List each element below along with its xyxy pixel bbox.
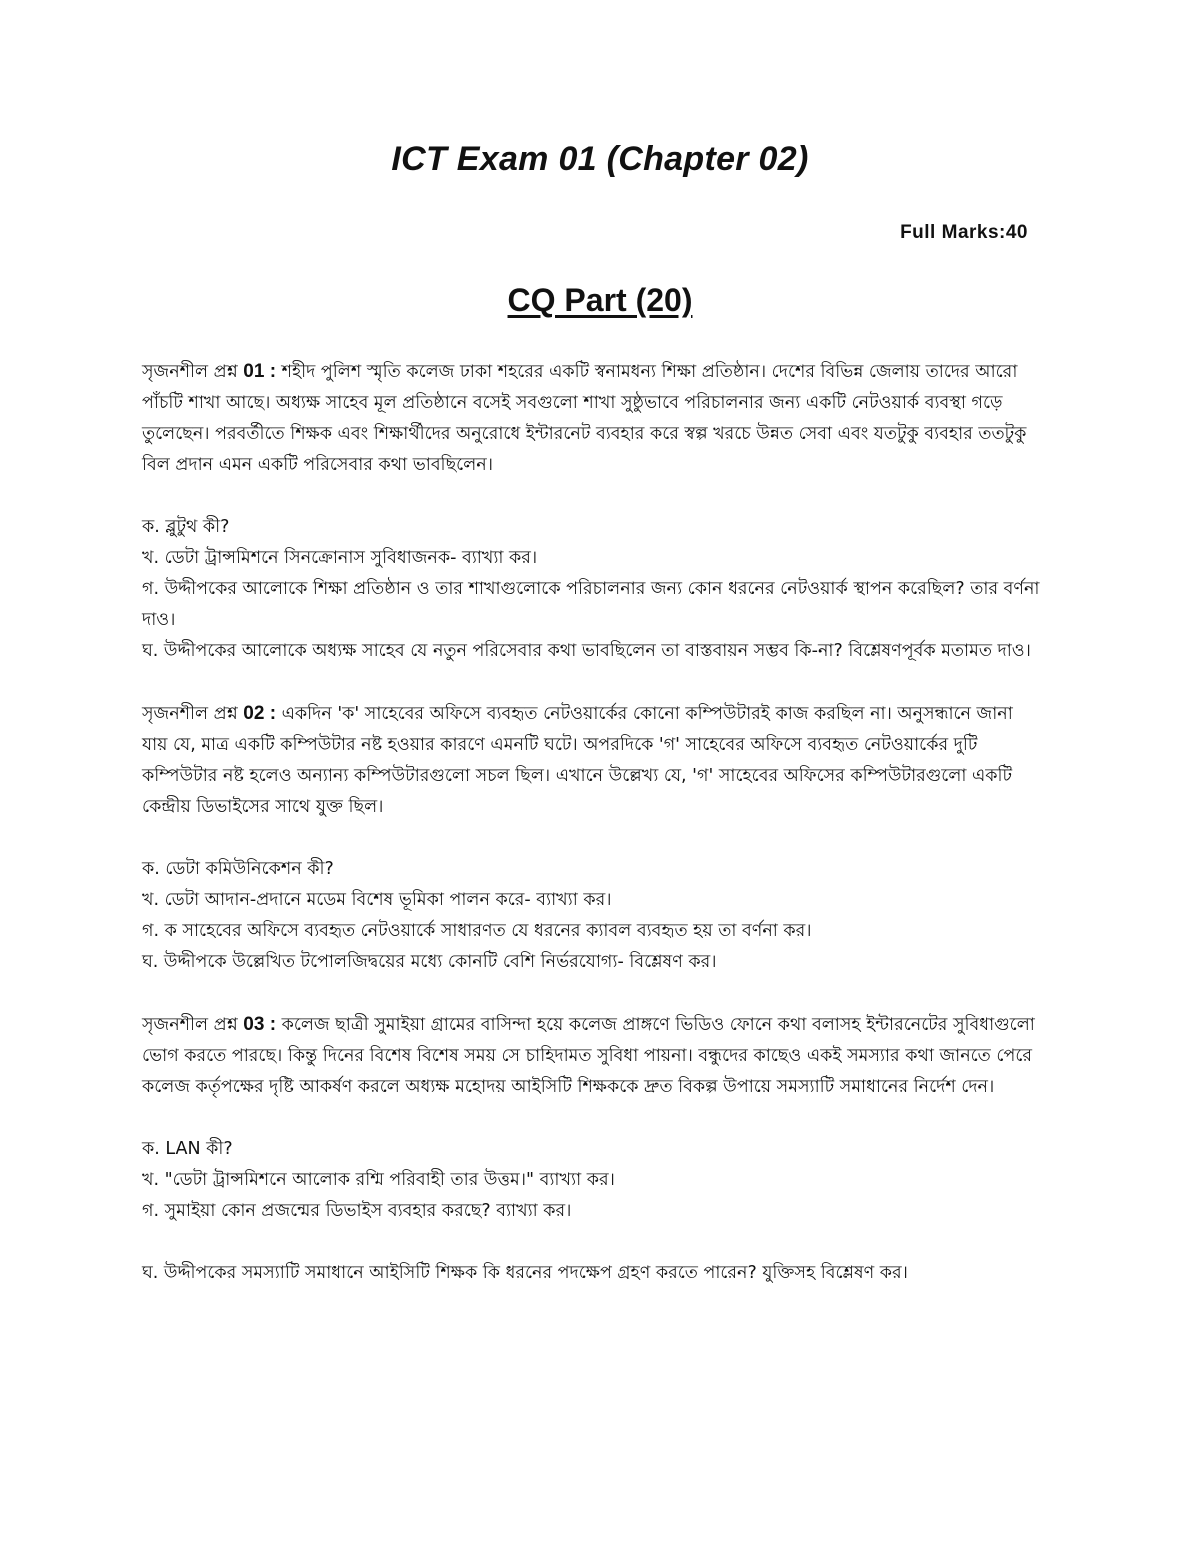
sub-question-ga: গ. উদ্দীপকের আলোকে শিক্ষা প্রতিষ্ঠান ও তার শাখাগুলোকে পরিচালনার জন্য কোন ধরনের নেটওয়ার্ক স্থাপন করেছিল? তার বর্ণনা দাও।: [142, 579, 1040, 630]
spacer: [142, 823, 1042, 854]
sub-question-gha: ঘ. উদ্দীপকে উল্লেখিত টপোলজিদ্বয়ের মধ্যে কোনটি বেশি নির্ভরযোগ্য- বিশ্লেষণ কর।: [142, 952, 717, 972]
spacer: [142, 1227, 1042, 1258]
questions-body: [142, 356, 1042, 1320]
sub-question-ka: ক. LAN কী?: [142, 1139, 233, 1159]
exam-title: ICT Exam 01 (Chapter 02): [391, 140, 809, 178]
question-label: সৃজনশীল প্রশ্ন: [142, 362, 238, 382]
sub-question-ga: গ. ক সাহেবের অফিসে ব্যবহৃত নেটওয়ার্কে সাধারণত যে ধরনের ক্যাবল ব্যবহৃত হয় তা বর্ণনা কর।: [142, 921, 812, 941]
question-label: সৃজনশীল প্রশ্ন: [142, 704, 238, 724]
question-text: শহীদ পুলিশ স্মৃতি কলেজ ঢাকা শহরের একটি স্বনামধন্য শিক্ষা প্রতিষ্ঠান। দেশের বিভিন্ন জেলায় তাদের আরো পাঁচটি শাখা আছে। অধ্যক্ষ সাহেব মূল প্রতিষ্ঠানে বসেই সবগুলো শাখা সুষ্ঠুভাবে পরিচালনার জন্য একটি নেটওয়ার্ক ব্যবস্থা গড়ে তুলেছেন। পরবর্তীতে শিক্ষক এবং শিক্ষার্থীদের অনুরোধে ইন্টারনেট ব্যবহার করে স্বল্প খরচে উন্নত সেবা এবং যতটুকু ব্যবহার ততটুকু বিল প্রদান এমন একটি পরিসেবার কথা ভাবছিলেন।: [142, 362, 1027, 475]
question-text: একদিন 'ক' সাহেবের অফিসে ব্যবহৃত নেটওয়ার্কের কোনো কম্পিউটারই কাজ করছিল না। অনুসন্ধানে জানা যায় যে, মাত্র একটি কম্পিউটার নষ্ট হওয়ার কারণে এমনটি ঘটে। অপরদিকে 'গ' সাহেবের অফিসে ব্যবহৃত নেটওয়ার্কের দুটি কম্পিউটার নষ্ট হলেও অন্যান্য কম্পিউটারগুলো সচল ছিল। এখানে উল্লেখ্য যে, 'গ' সাহেবের অফিসের কম্পিউটারগুলো একটি কেন্দ্রীয় ডিভাইসের সাথে যুক্ত ছিল।: [142, 704, 1013, 817]
question-number: 01 :: [243, 361, 277, 382]
question-stem: [142, 1009, 1042, 1103]
question-text: কলেজ ছাত্রী সুমাইয়া গ্রামের বাসিন্দা হয়ে কলেজ প্রাঙ্গণে ভিডিও ফোনে কথা বলাসহ ইন্টারনেটের সুবিধাগুলো ভোগ করতে পারছে। কিন্তু দিনের বিশেষ বিশেষ সময় সে চাহিদামত সুবিধা পায়না। বন্ধুদের কাছেও একই সমস্যার কথা জানতে পেরে কলেজ কর্তৃপক্ষের দৃষ্টি আকর্ষণ করলে অধ্যক্ষ মহোদয় আইসিটি শিক্ষককে দ্রুত বিকল্প উপায়ে সমস্যাটি সমাধানের নির্দেশ দেন।: [142, 1015, 1035, 1097]
question-number: 03 :: [243, 1014, 277, 1035]
question-stem: [142, 698, 1042, 823]
spacer: [142, 481, 1042, 512]
question-3: [142, 1009, 1042, 1289]
sub-question-kha: খ. ডেটা ট্রান্সমিশনে সিনক্রোনাস সুবিধাজনক- ব্যাখ্যা কর।: [142, 548, 538, 568]
question-number: 02 :: [243, 703, 277, 724]
sub-question-ka: ক. ব্লুটুথ কী?: [142, 517, 230, 537]
question-label: সৃজনশীল প্রশ্ন: [142, 1015, 238, 1035]
sub-question-ka: ক. ডেটা কমিউনিকেশন কী?: [142, 859, 334, 879]
sub-question-kha: খ. ডেটা আদান-প্রদানে মডেম বিশেষ ভূমিকা পালন করে- ব্যাখ্যা কর।: [142, 890, 612, 910]
section-heading: CQ Part (20): [507, 282, 693, 318]
question-2: [142, 698, 1042, 978]
question-1: [142, 356, 1042, 667]
spacer: [142, 1103, 1042, 1134]
question-stem: [142, 356, 1042, 481]
sub-question-gha: ঘ. উদ্দীপকের সমস্যাটি সমাধানে আইসিটি শিক্ষক কি ধরনের পদক্ষেপ গ্রহণ করতে পারেন? যুক্তিসহ বিশ্লেষণ কর।: [142, 1263, 908, 1283]
sub-question-ga: গ. সুমাইয়া কোন প্রজন্মের ডিভাইস ব্যবহার করছে? ব্যাখ্যা কর।: [142, 1201, 572, 1221]
sub-question-gha: ঘ. উদ্দীপকের আলোকে অধ্যক্ষ সাহেব যে নতুন পরিসেবার কথা ভাবছিলেন তা বাস্তবায়ন সম্ভব কি-না? বিশ্লেষণপূর্বক মতামত দাও।: [142, 641, 1031, 661]
full-marks: Full Marks:40: [900, 222, 1028, 243]
sub-question-kha: খ. "ডেটা ট্রান্সমিশনে আলোক রশ্মি পরিবাহী তার উত্তম।" ব্যাখ্যা কর।: [142, 1170, 615, 1190]
